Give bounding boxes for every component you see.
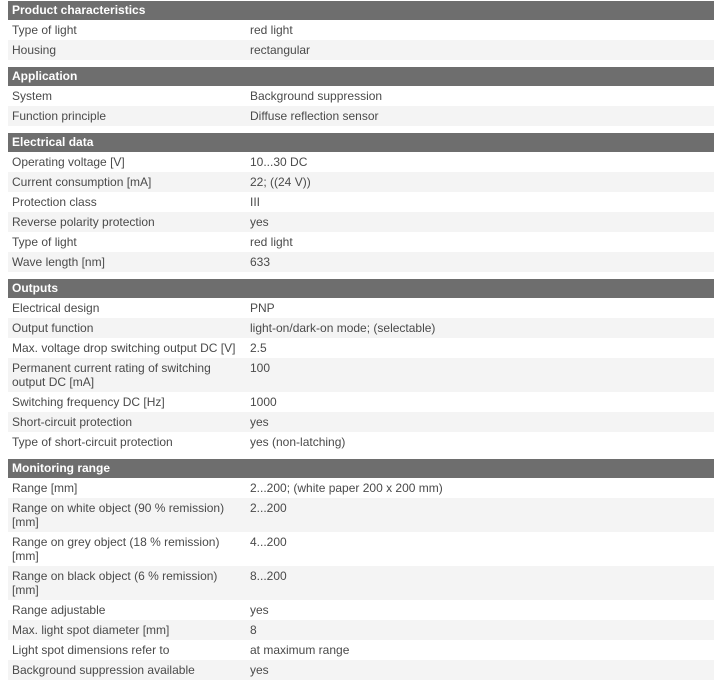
row-value: yes [242, 412, 714, 432]
table-row [8, 532, 714, 566]
row-value: yes (non-latching) [242, 432, 714, 452]
row-label: Protection class [8, 192, 242, 212]
row-value: 1000 [242, 392, 714, 412]
row-value: red light [242, 20, 714, 40]
row-label: Reverse polarity protection [8, 212, 242, 232]
row-value: III [242, 192, 714, 212]
spec-table [8, 86, 714, 126]
section-header: Electrical data [8, 133, 714, 152]
section-header: Monitoring range [8, 459, 714, 478]
row-label: System [8, 86, 242, 106]
table-row [8, 358, 714, 392]
row-label: Operating voltage [V] [8, 152, 242, 172]
table-row [8, 298, 714, 318]
row-value: red light [242, 232, 714, 252]
row-value: yes [242, 600, 714, 620]
row-value: 10...30 DC [242, 152, 714, 172]
row-label: Permanent current rating of switching output DC [mA] [8, 358, 242, 392]
row-value: rectangular [242, 40, 714, 60]
spec-table [8, 298, 714, 452]
row-value: 2...200; (white paper 200 x 200 mm) [242, 478, 714, 498]
row-value: 2.5 [242, 338, 714, 358]
table-row [8, 640, 714, 660]
row-label: Range on grey object (18 % remission) [mm] [8, 532, 242, 566]
spec-table [8, 478, 714, 680]
table-row [8, 392, 714, 412]
table-row [8, 106, 714, 126]
table-row [8, 20, 714, 40]
row-value: PNP [242, 298, 714, 318]
section-product-characteristics [8, 1, 714, 60]
row-value: Background suppression [242, 86, 714, 106]
row-label: Type of short-circuit protection [8, 432, 242, 452]
table-row [8, 318, 714, 338]
row-label: Range on black object (6 % remission) [mm] [8, 566, 242, 600]
row-label: Current consumption [mA] [8, 172, 242, 192]
row-value: 100 [242, 358, 714, 392]
row-label: Function principle [8, 106, 242, 126]
row-label: Range on white object (90 % remission) [mm] [8, 498, 242, 532]
row-value: 8...200 [242, 566, 714, 600]
row-label: Output function [8, 318, 242, 338]
row-label: Short-circuit protection [8, 412, 242, 432]
table-row [8, 152, 714, 172]
section-header: Outputs [8, 279, 714, 298]
table-row [8, 566, 714, 600]
table-row [8, 412, 714, 432]
table-row [8, 40, 714, 60]
row-label: Type of light [8, 232, 242, 252]
section-header: Product characteristics [8, 1, 714, 20]
table-row [8, 252, 714, 272]
row-value: 2...200 [242, 498, 714, 532]
row-label: Max. light spot diameter [mm] [8, 620, 242, 640]
row-label: Switching frequency DC [Hz] [8, 392, 242, 412]
table-row [8, 212, 714, 232]
table-row [8, 432, 714, 452]
row-value: 633 [242, 252, 714, 272]
spec-table [8, 152, 714, 272]
row-value: light-on/dark-on mode; (selectable) [242, 318, 714, 338]
row-label: Range adjustable [8, 600, 242, 620]
row-value: yes [242, 212, 714, 232]
spec-sheet [8, 1, 714, 680]
spec-table [8, 20, 714, 60]
row-value: yes [242, 660, 714, 680]
table-row [8, 172, 714, 192]
row-label: Background suppression available [8, 660, 242, 680]
section-header: Application [8, 67, 714, 86]
row-label: Type of light [8, 20, 242, 40]
row-value: at maximum range [242, 640, 714, 660]
table-row [8, 498, 714, 532]
table-row [8, 660, 714, 680]
table-row [8, 86, 714, 106]
row-label: Light spot dimensions refer to [8, 640, 242, 660]
row-value: 8 [242, 620, 714, 640]
table-row [8, 232, 714, 252]
section-outputs [8, 279, 714, 452]
row-label: Electrical design [8, 298, 242, 318]
row-label: Max. voltage drop switching output DC [V] [8, 338, 242, 358]
table-row [8, 192, 714, 212]
table-row [8, 620, 714, 640]
table-row [8, 338, 714, 358]
section-electrical-data [8, 133, 714, 272]
row-label: Housing [8, 40, 242, 60]
table-row [8, 600, 714, 620]
row-label: Range [mm] [8, 478, 242, 498]
row-value: Diffuse reflection sensor [242, 106, 714, 126]
section-application [8, 67, 714, 126]
row-value: 4...200 [242, 532, 714, 566]
table-row [8, 478, 714, 498]
row-value: 22; ((24 V)) [242, 172, 714, 192]
row-label: Wave length [nm] [8, 252, 242, 272]
section-monitoring-range [8, 459, 714, 680]
